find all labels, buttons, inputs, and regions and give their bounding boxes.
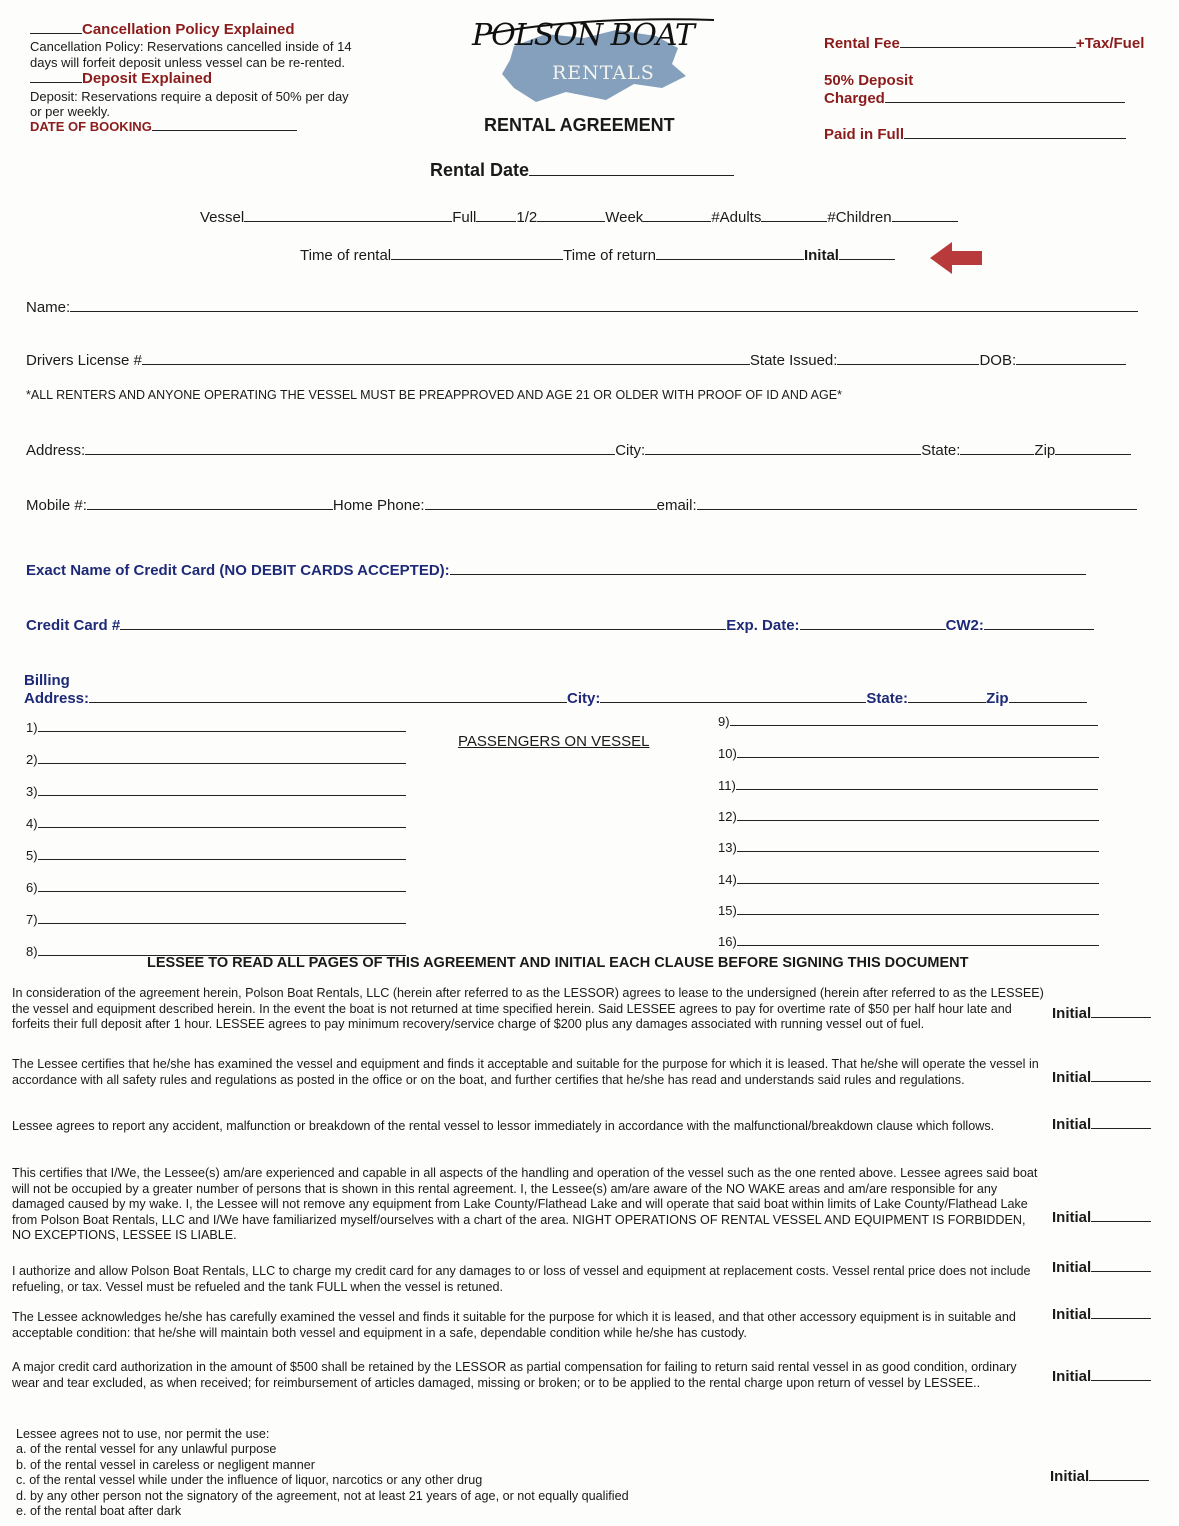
exp-date-field[interactable]	[800, 617, 946, 630]
initial-row	[1052, 1005, 1151, 1022]
clause-deposit-hold: A major credit card authorization in the amount of $500 shall be retained by the LESSOR as partial compensation for failing to return said rental vessel in as good condition, ordinary wear and tear excluded, as when received; for reimbursement of articles damaged, missing or broken; or to be applied to the rental charge upon return of vessel by LESSEE..	[12, 1360, 1017, 1390]
initial-label: Initial	[1052, 1116, 1092, 1133]
full-label: Full	[452, 209, 477, 226]
address-field[interactable]	[85, 442, 615, 455]
deposit-initial-line[interactable]	[30, 70, 82, 83]
drivers-license-label: Drivers License #	[26, 352, 142, 369]
initial-field[interactable]	[1091, 1069, 1151, 1082]
polson-logo	[466, 12, 718, 112]
passenger-number: 5)	[26, 848, 38, 863]
date-of-booking-label: DATE OF BOOKING	[30, 119, 152, 134]
passenger-number: 9)	[718, 714, 730, 729]
clause-report: Lessee agrees to report any accident, malfunction or breakdown of the rental vessel to lessor immediately in accordance with the malfunctional/breakdown clause which follows.	[12, 1119, 995, 1133]
card-name-row	[26, 562, 1086, 579]
time-row	[300, 247, 895, 264]
initial-row	[1052, 1069, 1151, 1086]
passenger-number: 3)	[26, 784, 38, 799]
initial-field[interactable]	[1091, 1306, 1151, 1319]
cw2-field[interactable]	[984, 617, 1094, 630]
clause-acknowledgement: The Lessee acknowledges he/she has carefully examined the vessel and finds it suitable for the purpose for which it is leased, and that other accessory equipment is in suitable and acceptable condition: that he/she will maintain both vessel and equipment in a safe, dependable condition while he/she has custody.	[12, 1310, 1016, 1340]
passenger-field[interactable]	[38, 815, 406, 828]
cw2-label: CW2:	[945, 617, 984, 634]
billing-label-2: Address:	[24, 690, 90, 707]
time-of-rental-field[interactable]	[391, 247, 563, 260]
passenger-number: 14)	[718, 872, 737, 887]
initial-field[interactable]	[1091, 1005, 1151, 1018]
clause-inspection: The Lessee certifies that he/she has examined the vessel and equipment and finds it acceptable and suitable for the purpose for which it is leased. That he/she will operate the vessel in accordance with all safety rules and regulations as posted in the office or on the boat, and further certifies that he/she has read and understands said rules and regulations.	[12, 1057, 1039, 1087]
state-issued-label: State Issued:	[749, 352, 838, 369]
passenger-number: 15)	[718, 903, 737, 918]
phone-row	[26, 497, 1137, 514]
passenger-field[interactable]	[737, 871, 1099, 884]
cancellation-text-1: Cancellation Policy: Reservations cancelled inside of 14	[30, 39, 352, 54]
home-phone-label: Home Phone:	[332, 497, 425, 514]
lessee-heading: LESSEE TO READ ALL PAGES OF THIS AGREEMENT AND INITIAL EACH CLAUSE BEFORE SIGNING THIS DOCUMENT	[147, 955, 969, 971]
half-label: 1/2	[516, 209, 538, 226]
address-label: Address:	[26, 442, 86, 459]
passenger-field[interactable]	[38, 751, 406, 764]
passenger-row	[718, 745, 1099, 761]
tax-fuel-label: +Tax/Fuel	[1075, 35, 1145, 52]
vessel-row	[200, 209, 958, 226]
inital-field[interactable]	[839, 247, 895, 260]
prohibited-item: e. of the rental boat after dark	[16, 1504, 182, 1519]
passenger-field[interactable]	[736, 777, 1098, 790]
logo-line1: POLSON BOAT	[472, 18, 694, 53]
time-of-rental-label: Time of rental	[300, 247, 392, 264]
initial-row	[1050, 1468, 1149, 1485]
card-name-field[interactable]	[450, 562, 1086, 575]
clause-prohibited-uses	[16, 1427, 629, 1519]
time-of-return-field[interactable]	[656, 247, 804, 260]
initial-label: Initial	[1052, 1306, 1092, 1323]
initial-field[interactable]	[1091, 1209, 1151, 1222]
passenger-field[interactable]	[38, 719, 406, 732]
passenger-field[interactable]	[737, 808, 1099, 821]
name-field[interactable]	[70, 299, 1138, 312]
children-label: #Children	[827, 209, 892, 226]
clause-credit-authorization: I authorize and allow Polson Boat Rentals, LLC to charge my credit card for any damages to or loss of vessel and equipment at replacement costs. Vessel rental price does not include refueling, or tax. Vessel must be refueled and the tank FULL when the vessel is retuned.	[12, 1264, 1031, 1294]
passenger-number: 2)	[26, 752, 38, 767]
initial-row	[1052, 1259, 1151, 1276]
initial-field[interactable]	[1091, 1116, 1151, 1129]
exp-date-label: Exp. Date:	[726, 617, 800, 634]
passenger-number: 16)	[718, 934, 737, 949]
initial-field[interactable]	[1091, 1259, 1151, 1272]
passenger-field[interactable]	[730, 713, 1098, 726]
card-number-field[interactable]	[120, 617, 726, 630]
page-title: RENTAL AGREEMENT	[484, 115, 675, 135]
card-name-label: Exact Name of Credit Card (NO DEBIT CARDS ACCEPTED):	[26, 562, 450, 579]
passenger-number: 4)	[26, 816, 38, 831]
adults-field[interactable]	[761, 209, 827, 222]
cancellation-initial-line[interactable]	[30, 21, 82, 34]
initial-field[interactable]	[1089, 1468, 1149, 1481]
passenger-field[interactable]	[38, 783, 406, 796]
deposit-text-1: Deposit: Reservations require a deposit of 50% per day	[30, 89, 349, 104]
initial-label: Initial	[1052, 1259, 1092, 1276]
billing-row	[24, 690, 1087, 707]
time-of-return-label: Time of return	[563, 247, 656, 264]
mobile-field[interactable]	[87, 497, 333, 510]
zip-label: Zip	[1034, 442, 1056, 459]
prohibited-item: d. by any other person not the signatory of the agreement, not at least 21 years of age, or not equally qualified	[16, 1488, 629, 1503]
passenger-row	[718, 713, 1098, 729]
passenger-field[interactable]	[737, 902, 1099, 915]
rental-date-row	[430, 160, 734, 181]
initial-row	[1052, 1209, 1151, 1226]
passenger-field[interactable]	[38, 879, 406, 892]
deposit-text-2: or per weekly.	[30, 104, 110, 119]
inital-label: Inital	[803, 247, 839, 264]
passenger-number: 11)	[718, 778, 736, 793]
passenger-field[interactable]	[737, 745, 1099, 758]
initial-label: Initial	[1052, 1005, 1092, 1022]
half-field[interactable]	[537, 209, 605, 222]
billing-state-field[interactable]	[908, 690, 986, 703]
clause-overtime: In consideration of the agreement herein, Polson Boat Rentals, LLC (herein after referred to as the LESSOR) agrees to lease to the undersigned (herein after referred to as the LESSEE) the vessel and equipment described herein. In the event the boat is not returned at time specified herein. Said LESSEE agrees to pay for overtime rate of $50 per half hour late and forfeits their full deposit after 1 hour. LESSEE agrees to pay minimum recovery/service charge of $200 plus any damages associated with running vessel out of fuel.	[12, 986, 1044, 1032]
license-row	[26, 352, 1126, 369]
passenger-number: 7)	[26, 912, 38, 927]
card-number-label: Credit Card #	[26, 617, 121, 634]
billing-state-label: State:	[866, 690, 909, 707]
passenger-row	[718, 777, 1098, 793]
passenger-field[interactable]	[38, 847, 406, 860]
mobile-label: Mobile #:	[26, 497, 87, 514]
children-field[interactable]	[892, 209, 958, 222]
zip-field[interactable]	[1055, 442, 1131, 455]
billing-zip-label: Zip	[986, 690, 1009, 707]
passenger-row	[26, 783, 406, 799]
week-label: Week	[605, 209, 644, 226]
passenger-row	[26, 911, 406, 927]
passenger-number: 13)	[718, 840, 737, 855]
passenger-row	[718, 839, 1099, 855]
initial-label: Initial	[1052, 1069, 1092, 1086]
passenger-row	[26, 751, 406, 767]
rental-fee-row	[824, 35, 1144, 52]
passenger-row	[26, 719, 406, 735]
passenger-field[interactable]	[737, 839, 1099, 852]
clause-experience: This certifies that I/We, the Lessee(s) am/are experienced and capable in all aspects of the handling and operation of the vessel such as the one rented above. Lessee agrees said boat will not be occupied by a greater number of persons that is shown in this rental agreement. I, the Lessee(s) am/are aware of the NO WAKE areas and am/are responsible for any damaged caused by my wake. I, the Lessee will not remove any equipment from Lake County/Flathead Lake and will operate that said boat within limits of Lake County/Flathead Lake from Polson Boat Rentals, LLC and I/We have familiarized myself/ourselves with a chart of the area. NIGHT OPERATIONS OF RENTAL VESSEL AND EQUIPMENT IS FORBIDDEN, NO EXCEPTIONS, LESSEE IS LIABLE.	[12, 1166, 1038, 1243]
cancellation-title-row	[30, 21, 295, 38]
cancellation-text-2: days will forfeit deposit unless vessel can be re-rented.	[30, 55, 346, 70]
billing-address-field[interactable]	[89, 690, 567, 703]
initial-label: Initial	[1050, 1468, 1090, 1485]
city-label: City:	[615, 442, 646, 459]
deposit-charged-field[interactable]	[885, 90, 1125, 103]
name-row	[26, 299, 1138, 316]
email-field[interactable]	[697, 497, 1137, 510]
state-label: State:	[921, 442, 961, 459]
passenger-number: 8)	[26, 944, 38, 959]
passengers-heading: PASSENGERS ON VESSEL	[458, 733, 650, 750]
dob-label: DOB:	[979, 352, 1017, 369]
paid-in-full-field[interactable]	[904, 126, 1126, 139]
home-phone-field[interactable]	[425, 497, 657, 510]
passenger-field[interactable]	[737, 933, 1099, 946]
passenger-row	[718, 871, 1099, 887]
prohibited-intro: Lessee agrees not to use, nor permit the use:	[16, 1427, 270, 1441]
rental-date-field[interactable]	[529, 161, 734, 176]
vessel-field[interactable]	[244, 209, 452, 222]
passenger-number: 6)	[26, 880, 38, 895]
initial-label: Initial	[1052, 1368, 1092, 1385]
deposit-charged-row	[824, 90, 1125, 107]
date-of-booking-field[interactable]	[152, 118, 297, 131]
prohibited-item: b. of the rental vessel in careless or negligent manner	[16, 1457, 315, 1472]
vessel-label: Vessel	[200, 209, 245, 226]
city-field[interactable]	[645, 442, 921, 455]
passenger-row	[26, 879, 406, 895]
passenger-number: 10)	[718, 746, 737, 761]
dob-field[interactable]	[1016, 352, 1126, 365]
passenger-field[interactable]	[38, 911, 406, 924]
initial-row	[1052, 1368, 1151, 1385]
initial-label: Initial	[1052, 1209, 1092, 1226]
week-field[interactable]	[643, 209, 711, 222]
prohibited-item: a. of the rental vessel for any unlawful purpose	[16, 1442, 277, 1457]
rental-fee-field[interactable]	[900, 35, 1076, 48]
passenger-number: 12)	[718, 809, 737, 824]
rental-fee-label: Rental Fee	[824, 35, 900, 52]
card-number-row	[26, 617, 1094, 634]
initial-field[interactable]	[1091, 1368, 1151, 1381]
drivers-license-field[interactable]	[142, 352, 750, 365]
logo-line2: RENTALS	[552, 62, 655, 84]
deposit-title: Deposit Explained	[82, 70, 213, 87]
email-label: email:	[656, 497, 697, 514]
passenger-row	[718, 808, 1099, 824]
passenger-row	[718, 902, 1099, 918]
state-field[interactable]	[960, 442, 1034, 455]
initial-row	[1052, 1306, 1151, 1323]
cancellation-title: Cancellation Policy Explained	[82, 21, 295, 38]
name-label: Name:	[26, 299, 71, 316]
deposit-label-1: 50% Deposit	[824, 72, 914, 89]
billing-city-field[interactable]	[600, 690, 866, 703]
full-field[interactable]	[476, 209, 516, 222]
adults-label: #Adults	[711, 209, 762, 226]
rental-date-label: Rental Date	[430, 160, 530, 180]
state-issued-field[interactable]	[837, 352, 979, 365]
paid-in-full-label: Paid in Full	[824, 126, 905, 143]
passenger-row	[26, 815, 406, 831]
billing-zip-field[interactable]	[1009, 690, 1087, 703]
date-of-booking-row	[30, 118, 297, 134]
deposit-title-row	[30, 70, 212, 87]
address-row	[26, 442, 1131, 459]
red-arrow-icon	[928, 238, 986, 283]
deposit-label-2: Charged	[824, 90, 885, 107]
age-notice: *ALL RENTERS AND ANYONE OPERATING THE VESSEL MUST BE PREAPPROVED AND AGE 21 OR OLDER WITH PROOF OF ID AND AGE*	[26, 388, 842, 402]
passenger-number: 1)	[26, 720, 38, 735]
prohibited-item: c. of the rental vessel while under the influence of liquor, narcotics or any other drug	[16, 1473, 483, 1488]
billing-city-label: City:	[567, 690, 601, 707]
passenger-row	[26, 847, 406, 863]
initial-row	[1052, 1116, 1151, 1133]
paid-in-full-row	[824, 126, 1126, 143]
passenger-row	[718, 933, 1099, 949]
billing-label-1: Billing	[24, 672, 70, 689]
